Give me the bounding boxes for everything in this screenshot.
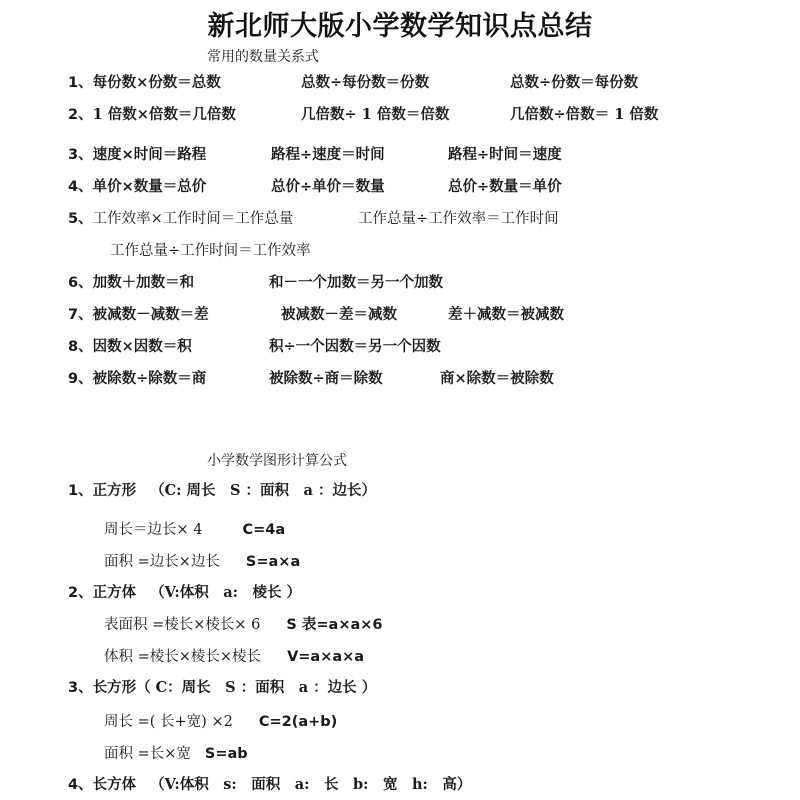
page-title: 新北师大版小学数学知识点总结 xyxy=(207,11,593,42)
shape-row-3 xyxy=(68,677,376,699)
shape-formula-3-1 xyxy=(104,710,337,731)
shape-name-2: 正方体 xyxy=(92,584,137,601)
relation-row-3 xyxy=(68,144,562,166)
relation-col-6a: 加数＋加数＝和 xyxy=(92,274,195,291)
shape-formula-2-2-cn: 体积 =棱长×棱长×棱长 xyxy=(104,649,262,665)
shape-formula-2-2 xyxy=(104,645,364,666)
section-heading-quantity-relations: 常用的数量关系式 xyxy=(207,49,319,65)
relation-col-2a: 1 倍数×倍数＝几倍数 xyxy=(92,106,236,123)
relation-col-9a: 被除数÷除数＝商 xyxy=(92,370,207,387)
shape-legend-2: （V:体积 a: 棱长 ） xyxy=(150,584,302,601)
relation-col-3a: 速度×时间＝路程 xyxy=(92,147,207,163)
shape-formula-2-1-sym: S 表=a×a×6 xyxy=(286,617,383,633)
shape-legend-1: （C: 周长 S ：面积 a ：边长） xyxy=(150,482,376,499)
shape-formula-3-2-cn: 面积 =长×宽 xyxy=(104,746,191,762)
relation-col-4b: 总价÷单价＝数量 xyxy=(271,179,385,195)
shape-index-2: 2、 xyxy=(68,585,93,601)
relation-col-1a: 每份数×份数＝总数 xyxy=(92,74,221,91)
shape-name-4: 长方体 xyxy=(92,776,137,793)
relation-col-7c: 差＋减数＝被减数 xyxy=(448,306,564,323)
relation-col-1b: 总数÷每份数＝份数 xyxy=(301,74,430,91)
relation-row-4 xyxy=(68,176,562,198)
relation-col-8b: 积÷一个因数＝另一个因数 xyxy=(269,338,441,355)
relation-row-5-continuation xyxy=(110,240,311,262)
relation-index-6: 6、 xyxy=(68,275,93,291)
relation-index-1: 1、 xyxy=(68,75,93,91)
relation-col-5-cont: 工作总量÷工作时间＝工作效率 xyxy=(110,243,311,259)
relation-col-3b: 路程÷速度＝时间 xyxy=(271,147,385,163)
relation-col-9b: 被除数÷商＝除数 xyxy=(269,370,383,387)
relation-col-6b: 和－一个加数＝另一个加数 xyxy=(269,274,443,291)
shape-formula-1-2 xyxy=(104,550,300,571)
shape-formula-3-2-sym: S=ab xyxy=(204,746,248,762)
relation-col-5a: 工作效率×工作时间＝工作总量 xyxy=(92,211,294,227)
relation-row-7 xyxy=(68,304,564,326)
shape-formula-1-2-sym: S=a×a xyxy=(245,554,301,570)
relation-row-1 xyxy=(68,72,639,94)
relation-row-2 xyxy=(68,104,659,126)
relation-col-8a: 因数×因数＝积 xyxy=(92,338,192,355)
relation-index-7: 7、 xyxy=(68,307,93,323)
relation-col-4c: 总价÷数量＝单价 xyxy=(448,179,562,195)
relation-col-9c: 商×除数＝被除数 xyxy=(440,370,554,387)
relation-col-7b: 被减数－差＝减数 xyxy=(281,306,397,323)
shape-formula-1-1-cn: 周长＝边长× 4 xyxy=(104,522,203,538)
shape-formula-1-1 xyxy=(104,518,285,539)
shape-formula-3-2 xyxy=(104,742,248,763)
shape-legend-4: （V:体积 s: 面积 a: 长 b: 宽 h: 高） xyxy=(150,776,472,793)
relation-index-5: 5、 xyxy=(68,211,93,227)
shape-formula-3-1-sym: C=2(a+b) xyxy=(258,714,338,730)
relation-col-2b: 几倍数÷ 1 倍数＝倍数 xyxy=(301,106,450,123)
relation-row-6 xyxy=(68,272,443,294)
relation-row-9 xyxy=(68,368,554,390)
shape-formula-2-1-cn: 表面积 =棱长×棱长× 6 xyxy=(104,617,261,633)
relation-col-7a: 被减数－减数＝差 xyxy=(92,306,209,323)
shape-name-3: 长方形 xyxy=(92,679,137,696)
relation-row-8 xyxy=(68,336,441,358)
shape-formula-1-2-cn: 面积 =边长×边长 xyxy=(104,554,220,570)
relation-row-5 xyxy=(68,208,559,230)
shape-row-1 xyxy=(68,480,376,502)
shape-row-4 xyxy=(68,774,471,796)
relation-col-3c: 路程÷时间＝速度 xyxy=(448,147,562,163)
relation-index-2: 2、 xyxy=(68,107,93,123)
shape-formula-2-2-sym: V=a×a×a xyxy=(287,649,365,665)
relation-index-9: 9、 xyxy=(68,371,93,387)
shape-index-3: 3、 xyxy=(68,680,93,696)
shape-index-4: 4、 xyxy=(68,777,93,793)
relation-col-1c: 总数÷份数＝每份数 xyxy=(510,74,639,91)
shape-index-1: 1、 xyxy=(68,483,93,499)
relation-col-2c: 几倍数÷倍数＝ 1 倍数 xyxy=(510,106,659,123)
shape-row-2 xyxy=(68,582,301,604)
relation-index-8: 8、 xyxy=(68,339,93,355)
shape-formula-1-1-sym: C=4a xyxy=(242,522,286,538)
relation-index-4: 4、 xyxy=(68,179,93,195)
shape-name-1: 正方形 xyxy=(92,482,137,499)
shape-formula-3-1-cn: 周长 =( 长+宽) ×2 xyxy=(104,714,233,730)
section-heading-shape-formulas: 小学数学图形计算公式 xyxy=(207,453,347,469)
shape-formula-2-1 xyxy=(104,613,383,634)
shape-legend-3: （ C：周长 S ：面积 a ：边长 ） xyxy=(136,679,377,696)
relation-col-5b: 工作总量÷工作效率＝工作时间 xyxy=(358,211,559,227)
relation-index-3: 3、 xyxy=(68,147,93,163)
relation-col-4a: 单价×数量＝总价 xyxy=(92,179,207,195)
